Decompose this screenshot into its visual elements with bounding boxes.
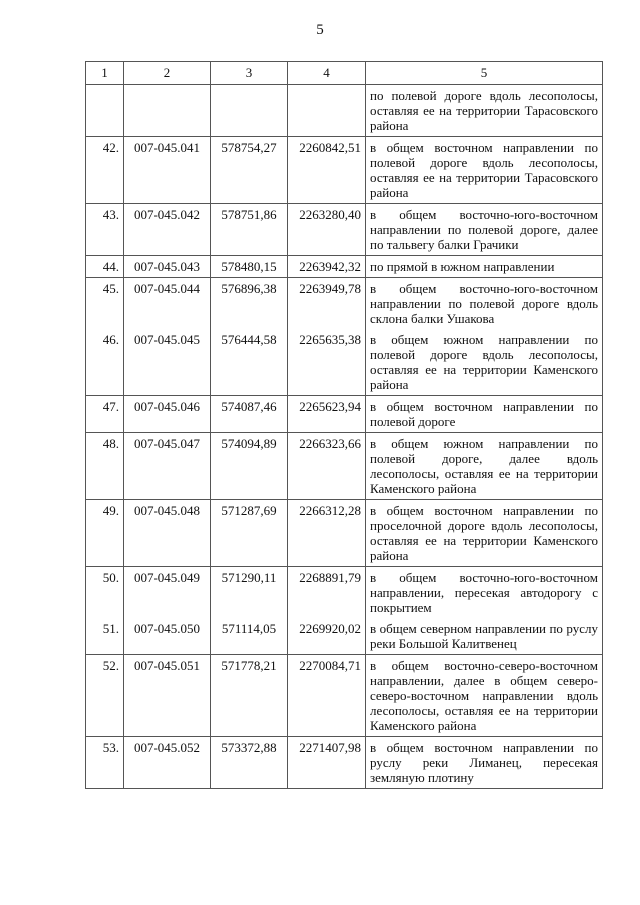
point-number: 47. [86, 396, 124, 433]
column-header: 5 [366, 62, 603, 85]
boundary-description: в общем восточном направлении по полевой дороге [366, 396, 603, 433]
table-row [86, 329, 603, 396]
point-number: 44. [86, 256, 124, 278]
coordinate-x: 574094,89 [211, 433, 288, 500]
point-code: 007-045.052 [124, 737, 211, 789]
coordinate-y: 2263949,78 [288, 278, 366, 330]
coordinate-x: 576444,58 [211, 329, 288, 396]
boundary-points-table [85, 61, 603, 789]
coordinate-y: 2268891,79 [288, 567, 366, 619]
coordinate-y: 2265623,94 [288, 396, 366, 433]
boundary-description: в общем северном направлении по руслу реки Большой Калитвенец [366, 618, 603, 655]
page-number: 5 [316, 22, 324, 38]
coordinate-x: 571778,21 [211, 655, 288, 737]
table-row [86, 567, 603, 619]
point-code: 007-045.049 [124, 567, 211, 619]
table-row [86, 737, 603, 789]
point-number: 45. [86, 278, 124, 330]
coordinate-y: 2271407,98 [288, 737, 366, 789]
point-code: 007-045.041 [124, 137, 211, 204]
boundary-description: в общем восточно-юго-восточном направлении, пересекая автодорогу с покрытием [366, 567, 603, 619]
coordinate-x: 574087,46 [211, 396, 288, 433]
point-code: 007-045.046 [124, 396, 211, 433]
boundary-description: в общем восточном направлении по проселочной дороге вдоль лесополосы, оставляя ее на территории Каменского района [366, 500, 603, 567]
point-code: 007-045.051 [124, 655, 211, 737]
boundary-description: по прямой в южном направлении [366, 256, 603, 278]
coordinate-y: 2266312,28 [288, 500, 366, 567]
table-row [86, 500, 603, 567]
table-header-row [86, 62, 603, 85]
point-number: 48. [86, 433, 124, 500]
boundary-description: в общем восточно-северо-восточном направлении, далее в общем северо-северо-восточном направлении вдоль лесополосы, оставляя ее на территории Каменского района [366, 655, 603, 737]
column-header: 3 [211, 62, 288, 85]
point-number: 49. [86, 500, 124, 567]
column-header: 2 [124, 62, 211, 85]
point-code: 007-045.042 [124, 204, 211, 256]
point-number: 42. [86, 137, 124, 204]
point-number: 50. [86, 567, 124, 619]
point-number: 52. [86, 655, 124, 737]
point-number: 46. [86, 329, 124, 396]
column-header: 1 [86, 62, 124, 85]
table-row [86, 204, 603, 256]
coordinate-x: 571290,11 [211, 567, 288, 619]
table-row [86, 433, 603, 500]
boundary-description: по полевой дороге вдоль лесополосы, оставляя ее на территории Тарасовского района [366, 85, 603, 137]
coordinate-y: 2263280,40 [288, 204, 366, 256]
point-code: 007-045.047 [124, 433, 211, 500]
table-row [86, 85, 603, 137]
table-row [86, 618, 603, 655]
table-row [86, 278, 603, 330]
point-code: 007-045.043 [124, 256, 211, 278]
point-code [124, 85, 211, 137]
coordinate-y: 2269920,02 [288, 618, 366, 655]
point-number: 51. [86, 618, 124, 655]
coordinate-y: 2260842,51 [288, 137, 366, 204]
boundary-description: в общем восточно-юго-восточном направлении по полевой дороге, далее по тальвегу балки Грачики [366, 204, 603, 256]
coordinate-x: 573372,88 [211, 737, 288, 789]
point-code: 007-045.048 [124, 500, 211, 567]
point-code: 007-045.044 [124, 278, 211, 330]
boundary-description: в общем восточном направлении по полевой дороге вдоль лесополосы, оставляя ее на территории Тарасовского района [366, 137, 603, 204]
coordinate-x: 571114,05 [211, 618, 288, 655]
coordinate-x: 571287,69 [211, 500, 288, 567]
column-header: 4 [288, 62, 366, 85]
coordinate-x [211, 85, 288, 137]
table-row [86, 396, 603, 433]
coordinate-y: 2265635,38 [288, 329, 366, 396]
point-number: 53. [86, 737, 124, 789]
point-code: 007-045.050 [124, 618, 211, 655]
coordinate-x: 576896,38 [211, 278, 288, 330]
coordinate-y: 2263942,32 [288, 256, 366, 278]
coordinate-y: 2266323,66 [288, 433, 366, 500]
table-row [86, 655, 603, 737]
coordinate-x: 578480,15 [211, 256, 288, 278]
boundary-description: в общем южном направлении по полевой дороге вдоль лесополосы, оставляя ее на территории Каменского района [366, 329, 603, 396]
table-row [86, 256, 603, 278]
point-number: 43. [86, 204, 124, 256]
boundary-description: в общем южном направлении по полевой дороге, далее вдоль лесополосы, оставляя ее на территории Каменского района [366, 433, 603, 500]
coordinate-y: 2270084,71 [288, 655, 366, 737]
coordinate-x: 578751,86 [211, 204, 288, 256]
coordinate-x: 578754,27 [211, 137, 288, 204]
point-code: 007-045.045 [124, 329, 211, 396]
coordinate-y [288, 85, 366, 137]
point-number [86, 85, 124, 137]
table-row [86, 137, 603, 204]
boundary-description: в общем восточно-юго-восточном направлении по полевой дороге вдоль склона балки Ушакова [366, 278, 603, 330]
boundary-description: в общем восточном направлении по руслу реки Лиманец, пересекая земляную плотину [366, 737, 603, 789]
